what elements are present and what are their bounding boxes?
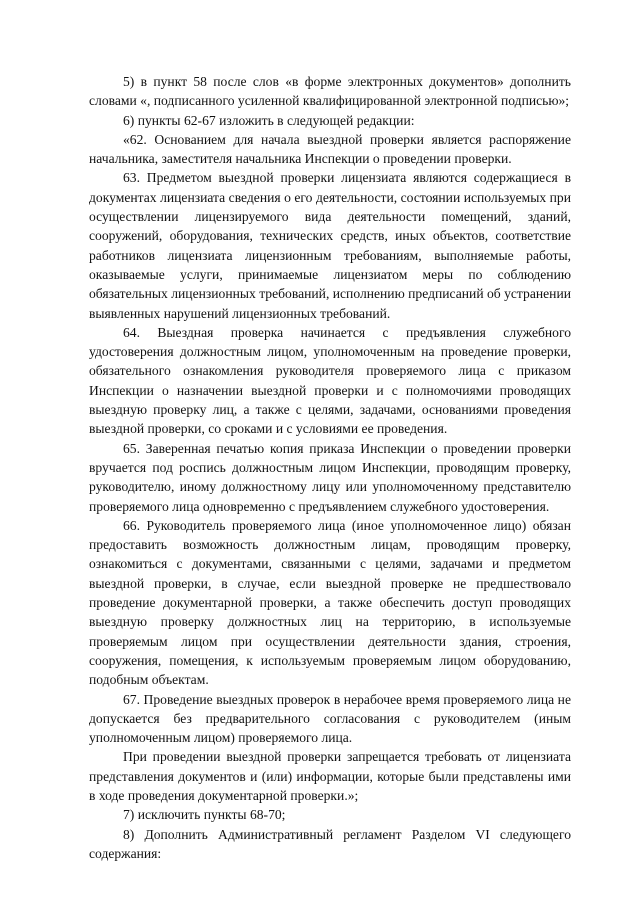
paragraph-63: 63. Предметом выездной проверки лицензиата являются содержащиеся в документах лицензиата сведения о его деятельности, состоянии используемых при осуществлении лицензируемого вида деятельности помещений, зданий, сооружений, оборудования, технических средств, иных объектов, соответствие работников лицензиата лицензионным требованиям, выполняемые работы, оказываемые услуги, принимаемые лицензиатом меры по соблюдению обязательных лицензионных требований, исполнению предписаний об устранении выявленных нарушений лицензионных требований. [89,170,572,321]
paragraph-65: 65. Заверенная печатью копия приказа Инспекции о проведении проверки вручается под роспись должностным лицом Инспекции, проводящим проверку, руководителю, иному должностному лицу или уполномоченному представителю проверяемого лица одновременно с предъявлением служебного удостоверения. [89,440,571,514]
paragraph-67-continued: При проведении выездной проверки запрещается требовать от лицензиата представления документов и (или) информации, которые были представлены ими в ходе проведения документарной проверки.»; [89,749,571,803]
paragraph-5: 5) в пункт 58 после слов «в форме электронных документов» дополнить словами «, подписанного усиленной квалифицированной электронной подписью»; [89,74,571,109]
paragraph-67: 67. Проведение выездных проверок в нерабочее время проверяемого лица не допускается без предварительного согласования с руководителем (иным уполномоченным лицом) проверяемого лица. [89,691,571,746]
paragraph-64: 64. Выездная проверка начинается с предъявления служебного удостоверения должностным лицом, уполномоченным на проведение проверки, обязательного ознакомления руководителя проверяемого лица с приказом Инспекции о назначении выездной проверки и с полномочиями проводящих выездную проверку лиц, а также с целями, задачами, основаниями проведения выездной проверки, со сроками и с условиями ее проведения. [89,324,571,437]
paragraph-66: 66. Руководитель проверяемого лица (иное уполномоченное лицо) обязан предоставить возможность должностным лицам, проводящим проверку, ознакомиться с документами, связанными с целями, задачами и предметом выездной проверки, в случае, если выездной проверке не предшествовало проведение документарной проверки, а также обеспечить доступ проводящих выездную проверку должностных лиц на территорию, в используемые проверяемым лицом при осуществлении деятельности здания, строения, сооружения, помещения, к используемым проверяемым лицом оборудованию, подобным объектам. [89,517,571,688]
paragraph-8: 8) Дополнить Административный регламент Разделом VI следующего содержания: [89,826,571,861]
document-body [89,72,571,863]
paragraph-7: 7) исключить пункты 68-70; [123,807,286,823]
paragraph-62: «62. Основанием для начала выездной проверки является распоряжение начальника, заместителя начальника Инспекции о проведении проверки. [89,131,571,167]
paragraph-6: 6) пункты 62-67 изложить в следующей редакции: [123,112,415,128]
